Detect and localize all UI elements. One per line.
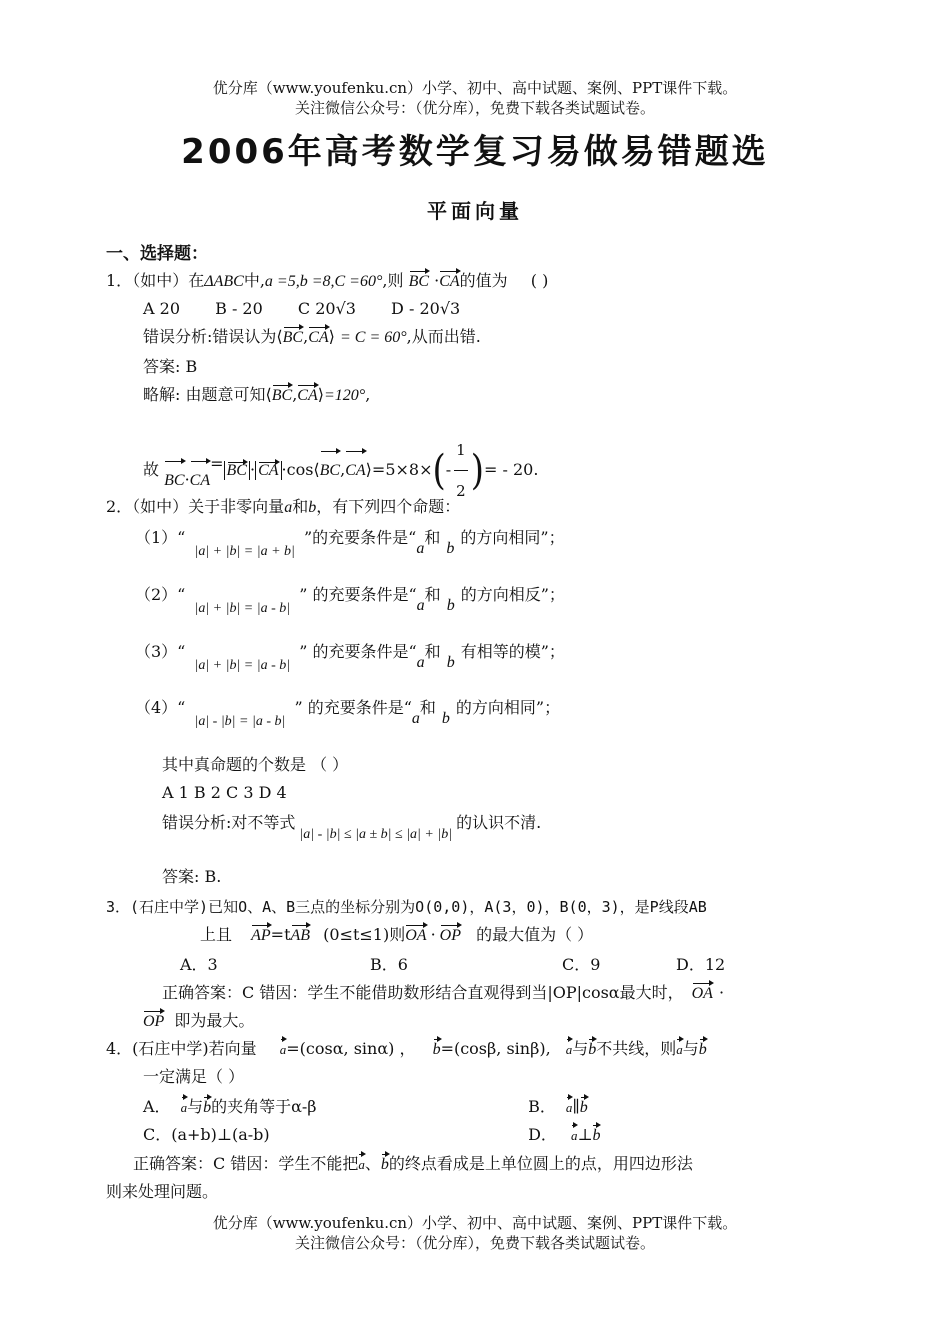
q3-answer-vector-oa: OA (692, 983, 713, 1005)
q3-tail: 的最大值为（ ） (476, 925, 594, 944)
q4-option-a-tail: 的夹角等于α-β (211, 1097, 317, 1116)
q4-answer-line (133, 1153, 693, 1176)
q1-tail: 的值为 (459, 271, 508, 290)
q1-cos-bc: BC (320, 451, 340, 491)
q3-pre: 上且 (200, 925, 233, 944)
q1-options (143, 298, 460, 320)
q2-item-1-mid: ”的充要条件是“ (304, 528, 417, 547)
q4-answer-vec-b: b (381, 1154, 389, 1176)
q4-option-a-label: A． (143, 1097, 171, 1116)
q2-item-3-he: 和 (424, 642, 441, 661)
q4-option-d-vec-b: b (592, 1125, 600, 1147)
q2-item-1-tail: 的方向相同”； (460, 528, 565, 547)
q1-option-a: A 20 (143, 299, 180, 318)
q3-option-b: B．6 (370, 955, 408, 974)
q2-vector-a: a (284, 499, 293, 516)
q2-item-4 (135, 697, 561, 729)
q1-solution: 略解: 由题意可知⟨BC,CA⟩=120°, (143, 384, 370, 407)
q2-and: 和 (292, 497, 309, 516)
q4-answer-vec-a: a (358, 1154, 365, 1176)
q1-option-d: D - 20√3 (391, 299, 461, 318)
q4-option-a-mid: 与 (187, 1097, 204, 1116)
q2-count-question: 其中真命题的个数是 （ ） (162, 755, 349, 774)
q3-option-a: A．3 (180, 955, 218, 974)
question-2 (106, 496, 460, 519)
q3-eq-t: =t (270, 925, 291, 944)
q1-dot: · (434, 271, 440, 290)
q2-item-3-a: a (416, 654, 425, 671)
q1-calc-vector-ca: CA (190, 461, 210, 501)
q4-line-2: 一定满足（ ） (143, 1067, 245, 1086)
q2-item-4-expr: |a| - |b| = |a - b| (194, 714, 286, 729)
q4-option-b-vec-b: b (580, 1097, 588, 1119)
q2-item-3 (135, 641, 565, 673)
q3-answer-text: 正确答案：C 错因：学生不能借助数形结合直观得到当|OP|cosα最大时， (162, 983, 684, 1002)
q1-solution-comma: , (365, 385, 371, 404)
q2-item-1 (135, 527, 565, 559)
q2-item-2-index: （2）“ (135, 585, 186, 604)
q1-sol-vector-ca: CA (297, 385, 317, 407)
q2-item-1-a: a (416, 540, 425, 557)
footer-line-2: 关注微信公众号：（优分库），免费下载各类试题试卷。 (294, 1234, 655, 1252)
q4-option-d-vec-a: a (571, 1125, 578, 1147)
q4-vector-a: a (280, 1039, 287, 1061)
q1-conditions: a =5,b =8,C =60° (264, 273, 383, 290)
q3-dot: · (430, 925, 436, 944)
q3-vector-oa: OA (405, 925, 426, 947)
q2-item-2-tail: 的方向相反”； (460, 585, 565, 604)
q4-pre: 4．(石庄中学)若向量 (106, 1039, 257, 1058)
q4-answer-pre: 正确答案：C 错因：学生不能把 (133, 1154, 359, 1173)
q4-options-row-2 (143, 1124, 600, 1147)
q1-calc-vector-bc: BC (164, 461, 184, 501)
q1-calc-eq: = (210, 454, 224, 473)
q1-solution-expr: =120° (323, 387, 366, 404)
q1-calc-cos: ·cos (281, 460, 314, 479)
q1-vector-ca: CA (439, 271, 459, 293)
q1-vector-bc: BC (409, 271, 429, 293)
q1-abs-bc: BC (226, 462, 247, 479)
q1-abs-ca: CA (258, 462, 279, 479)
q1-err-vector-ca: CA (308, 327, 328, 349)
q3-answer-dot: · (718, 983, 725, 1002)
question-1 (106, 270, 548, 293)
q3-answer-line-2 (143, 1010, 254, 1033)
q4-b-def: =(cosβ, sinβ), (440, 1039, 551, 1058)
q2-item-4-mid: ” 的充要条件是“ (294, 698, 412, 717)
q3-vector-op: OP (440, 925, 461, 947)
q1-error-analysis: 错误分析:错误认为⟨BC,CA⟩ = C = 60°,从而出错. (143, 326, 481, 349)
q2-item-3-expr: |a| + |b| = |a - b| (194, 658, 291, 673)
q4-option-a-vec-a: a (181, 1097, 188, 1119)
q4-rel2-a: a (676, 1039, 683, 1061)
q2-item-1-index: （1）“ (135, 528, 186, 547)
q3-line-2 (200, 924, 593, 947)
q2-error-expr: |a| - |b| ≤ |a ± b| ≤ |a| + |b| (299, 827, 453, 842)
q2-item-2 (135, 584, 565, 616)
q4-answer-tail: 的终点看成是上单位圆上的点，用四边形法 (388, 1154, 693, 1173)
q2-item-4-b: b (441, 710, 450, 727)
q1-mid: 中, (243, 271, 265, 290)
q3-answer-tail: 即为最大。 (174, 1011, 255, 1030)
q1-answer: 答案: B (143, 357, 198, 376)
q1-calc-end: = - 20. (483, 460, 539, 479)
q1-triangle: ΔABC (204, 273, 244, 290)
q2-item-3-tail: 有相等的模”； (460, 642, 565, 661)
q2-item-2-he: 和 (424, 585, 441, 604)
q4-option-c: C．(a+b)⊥(a-b) (143, 1125, 270, 1144)
q1-then: ,则 (382, 271, 404, 290)
q1-source: （如中）在 (132, 271, 205, 290)
q2-answer: 答案: B. (162, 867, 222, 886)
q2-error-analysis (162, 812, 542, 842)
q4-answer-line-2: 则来处理问题。 (106, 1182, 219, 1201)
q3-answer-line (162, 982, 724, 1005)
q4-options-row-1 (143, 1096, 588, 1119)
q1-frac-den: 2 (454, 470, 468, 511)
q2-item-4-tail: 的方向相同”； (455, 698, 561, 717)
q1-error-label: 错误分析:错误认为 (143, 327, 277, 346)
q3-range: (0≤t≤1)则 (323, 925, 406, 944)
q2-item-3-mid: ” 的充要条件是“ (299, 642, 417, 661)
q1-frac-num: 1 (456, 441, 466, 459)
q1-calc-minus: - (445, 460, 452, 479)
q2-item-3-index: （3）“ (135, 642, 186, 661)
q2-item-3-b: b (446, 654, 455, 671)
q2-intro-tail: ，有下列四个命题： (316, 497, 461, 516)
q4-rel-a: a (566, 1039, 573, 1061)
q1-option-b: B - 20 (215, 299, 263, 318)
q4-option-d-label: D． (528, 1125, 557, 1144)
footer-line-1: 优分库（www.youfenku.cn）小学、初中、高中试题、案例、PPT课件下载。 (212, 1214, 738, 1232)
q1-error-expr: = C = 60° (340, 329, 407, 346)
q2-item-1-he: 和 (424, 528, 441, 547)
q4-rel-b: b (588, 1039, 596, 1061)
q2-error-tail: 的认识不清. (456, 813, 542, 832)
q2-item-4-index: （4）“ (135, 698, 186, 717)
q4-a-def: =(cosα, sinα) ， (286, 1039, 416, 1058)
q4-line-1 (106, 1038, 707, 1061)
q4-rel2: 与 (682, 1039, 699, 1058)
q1-number: 1． (106, 271, 133, 290)
q1-calc-dot2: · (249, 460, 256, 479)
document-title: 2006年高考数学复习易做易错题选 (181, 132, 769, 172)
section-heading: 一、选择题： (106, 244, 208, 264)
q4-rel2-b: b (699, 1039, 707, 1061)
q2-item-2-b: b (446, 597, 455, 614)
header-line-1: 优分库（www.youfenku.cn）小学、初中、高中试题、案例、PPT课件下载。 (212, 79, 738, 97)
q4-rel: 与 (572, 1039, 589, 1058)
q2-item-2-expr: |a| + |b| = |a - b| (194, 601, 291, 616)
q4-rel-tail: 不共线，则 (596, 1039, 677, 1058)
q3-answer-vector-op: OP (143, 1011, 164, 1033)
q2-options: A 1 B 2 C 3 D 4 (162, 783, 287, 802)
header-line-2: 关注微信公众号：（优分库），免费下载各类试题试卷。 (294, 99, 655, 117)
q4-option-a-vec-b: b (203, 1097, 211, 1119)
q1-option-c: C 20√3 (297, 299, 356, 318)
q3-option-d: D．12 (676, 955, 726, 974)
q3-vector-ap: AP (251, 925, 271, 947)
q4-answer-sep: 、 (364, 1154, 381, 1173)
q1-sol-vector-bc: BC (272, 385, 292, 407)
q2-item-4-a: a (411, 710, 420, 727)
q3-options (180, 954, 725, 976)
q3-vector-ab: AB (291, 925, 311, 947)
q2-error-label: 错误分析:对不等式 (162, 813, 296, 832)
q1-calc-prefix: 故 (143, 460, 160, 479)
q4-option-d-mid: ⊥ (577, 1125, 593, 1144)
q1-calc-mid: =5×8× (371, 460, 433, 479)
q1-answer-blank: ( ) (530, 271, 549, 290)
q1-solution-label: 略解: 由题意可知 (143, 385, 266, 404)
q3-line-1: 3．(石庄中学)已知O、A、B三点的坐标分别为O(0,0)，A(3，0)，B(0，3)，是P线段AB (106, 898, 707, 916)
q4-option-b-label: B． (528, 1097, 556, 1116)
q1-error-tail: ,从而出错. (406, 327, 481, 346)
q2-item-2-mid: ” 的充要条件是“ (299, 585, 417, 604)
q1-calc-dot: · (184, 470, 190, 489)
q4-option-b-mid: ∥ (572, 1097, 580, 1116)
q2-item-4-he: 和 (419, 698, 436, 717)
q3-option-c: C．9 (562, 955, 601, 974)
q1-calculation: 故 BC·CA= BC · CA ·cos⟨BC,CA⟩=5×8×(- $\frac{1}{2}$ )= - 20. (143, 430, 538, 511)
q2-item-1-expr: |a| + |b| = |a + b| (194, 544, 295, 559)
q1-err-vector-bc: BC (283, 327, 303, 349)
q2-item-1-b: b (446, 540, 455, 557)
document-subtitle: 平面向量 (427, 199, 523, 223)
q4-vector-b: b (433, 1039, 441, 1061)
q2-intro: 2．（如中）关于非零向量 (106, 497, 285, 516)
q1-cos-ca: CA (345, 451, 365, 491)
q2-vector-b: b (308, 499, 317, 516)
q4-option-b-vec-a: a (566, 1097, 573, 1119)
q2-item-2-a: a (416, 597, 425, 614)
